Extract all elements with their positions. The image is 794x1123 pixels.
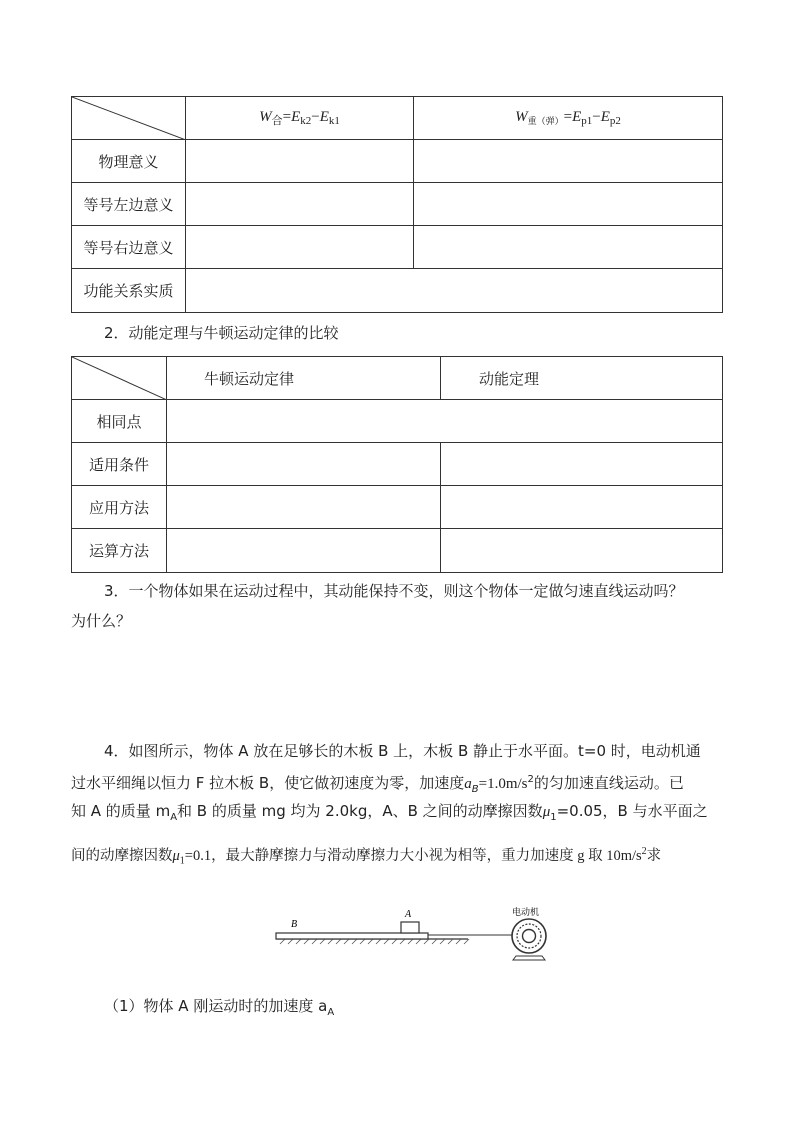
header-formula-potential: $W_{重(弹)}=E_{p1}-E_{p2}$ (414, 97, 723, 140)
row-label: 相同点 (72, 400, 167, 443)
row-label: 等号左边意义 (72, 183, 186, 226)
table-comparison (71, 356, 723, 573)
row-label: 适用条件 (72, 443, 167, 486)
ground-hatching (280, 939, 469, 944)
table-cell (167, 529, 441, 573)
diagonal-header-cell (72, 97, 186, 140)
label-b: B (291, 919, 298, 930)
diagonal-line (72, 97, 186, 140)
question-3-line-1: 3．一个物体如果在运动过程中，其动能保持不变，则这个物体一定做匀速直线运动吗？ (104, 582, 684, 600)
section-title: 2．动能定理与牛顿运动定律的比较 (104, 324, 339, 342)
header-formula-kinetic: $W_合=E_{k2}-E_{k1}$ (186, 97, 414, 140)
table-cell (414, 140, 723, 183)
label-motor: 电动机 (512, 908, 540, 918)
table-cell (414, 183, 723, 226)
table-cell (441, 486, 723, 529)
diagonal-header-cell (72, 357, 167, 400)
table-cell (167, 486, 441, 529)
label-a: A (405, 909, 412, 920)
question-4-line-1: 4．如图所示，物体 A 放在足够长的木板 B 上，木板 B 静止于水平面。t=0 时，电动机通 (104, 742, 701, 760)
table-cell (441, 443, 723, 486)
block-a (401, 922, 419, 933)
board-motor-figure (268, 902, 558, 964)
question-4-line-3: 知 A 的质量 $m_A$和 B 的质量 mg 均为 2.0kg，A、B 之间的动摩擦因数$\mu_1=0.05$，B 与水平面之 (71, 802, 708, 823)
table-cell (414, 226, 723, 269)
table-cell (186, 269, 723, 313)
row-label: 运算方法 (72, 529, 167, 573)
question-3-line-2: 为什么？ (71, 612, 132, 630)
motor-base (513, 956, 545, 960)
table-cell (167, 443, 441, 486)
table-cell (167, 400, 723, 443)
table-cell (441, 529, 723, 573)
question-4-line-2: 过水平细绳以恒力 F 拉木板 B，使它做初速度为零，加速度$a_B=1.0m/s^2$的匀加速直线运动。已 (71, 774, 684, 795)
row-label: 功能关系实质 (72, 269, 186, 313)
row-label: 应用方法 (72, 486, 167, 529)
table-cell (186, 183, 414, 226)
sub-question-1: （1）物体 A 刚运动时的加速度 $a_A$ (104, 997, 335, 1018)
row-label: 物理意义 (72, 140, 186, 183)
table-cell (186, 140, 414, 183)
column-header: 牛顿运动定律 (167, 357, 441, 400)
row-label: 等号右边意义 (72, 226, 186, 269)
diagonal-line (72, 357, 167, 400)
column-header: 动能定理 (441, 357, 723, 400)
table-cell (186, 226, 414, 269)
question-4-line-4: 间的动摩擦因数$\mu_1=0.1$，最大静摩擦力与滑动摩擦力大小视为相等，重力加速度 g 取 $10m/s^2$求 (71, 846, 662, 867)
board-b (276, 933, 428, 939)
table-work-energy (71, 96, 723, 313)
motor-hub (523, 930, 536, 943)
